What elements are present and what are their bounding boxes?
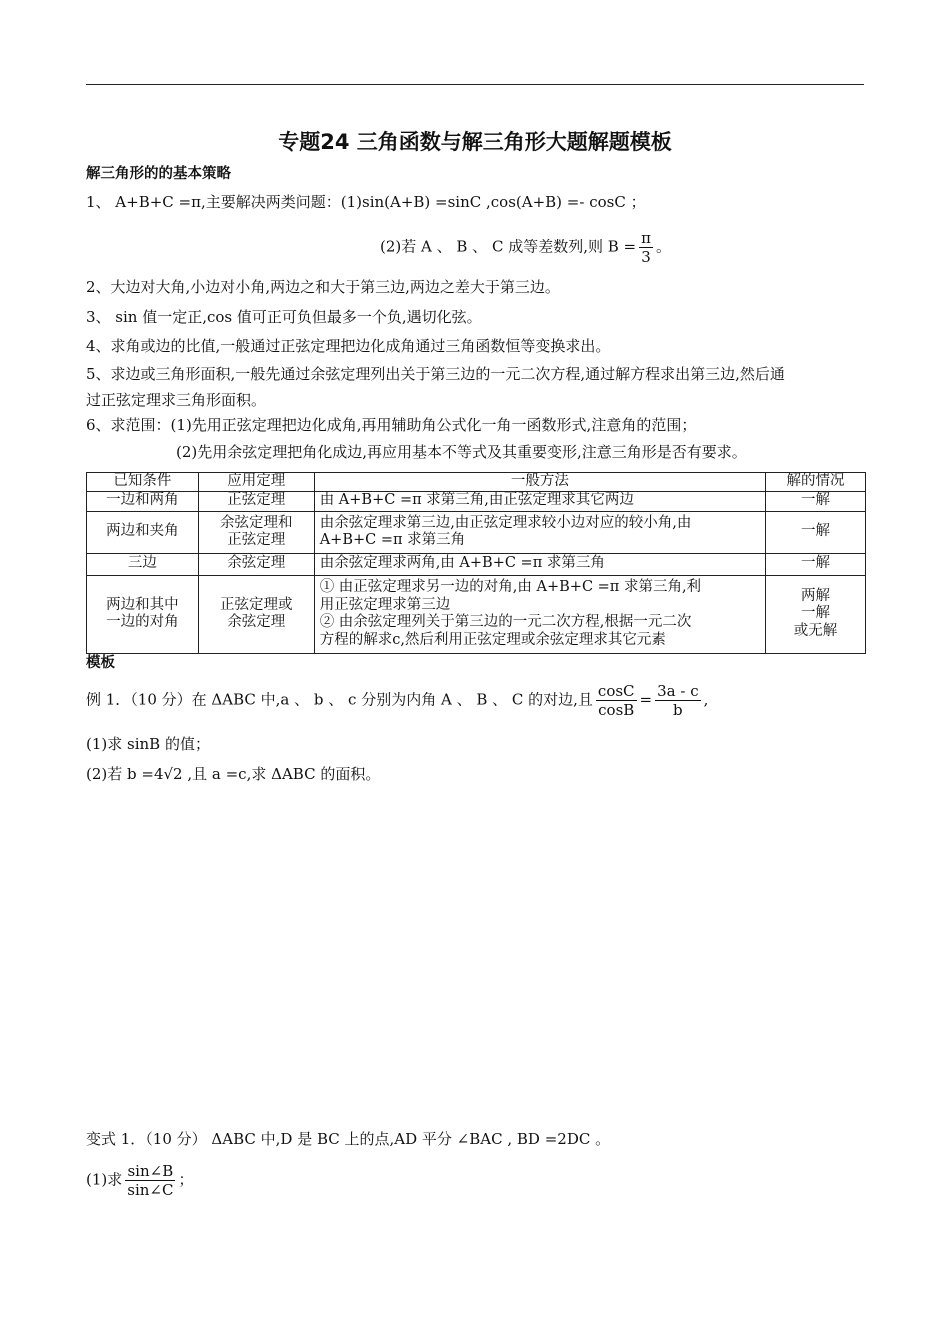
- strategy-item-3: 3、 sin 值一定正,cos 值可正可负但最多一个负,遇切化弦。: [86, 308, 482, 326]
- table-row: [87, 511, 866, 553]
- table-cell-method: 由余弦定理求两角,由 A+B+C =π 求第三角: [314, 553, 765, 575]
- sine-ratio-fraction: $\frac{\sin\angle B}{\sin\angle C}$: [127, 1162, 174, 1199]
- strategy-item-5b: 过正弦定理求三角形面积。: [86, 391, 267, 409]
- table-cell-result: 两解 一解 或无解: [766, 575, 866, 653]
- example-stem: 例 1．（10 分）在 ΔABC 中,a 、 b 、 c 分别为内角 A 、 B 、 C 的对边,且 $\frac{\cos C}{\cos B}$ = $\frac{3a - c}{b}$ ,: [86, 682, 709, 719]
- example-question-2: (2)若 b =4√2 ,且 a =c,求 ΔABC 的面积。: [86, 765, 381, 783]
- template-heading: 模板: [86, 655, 115, 671]
- header-rule: [86, 84, 864, 85]
- variant-stem: 变式 1．（10 分） ΔABC 中,D 是 BC 上的点,AD 平分 ∠BAC , BD =2DC 。: [86, 1130, 611, 1148]
- methods-table: [86, 472, 866, 654]
- table-cell-result: 一解: [766, 553, 866, 575]
- cos-ratio-fraction: $\frac{\cos C}{\cos B}$: [597, 682, 635, 719]
- table-cell-method: ① 由正弦定理求另一边的对角,由 A+B+C =π 求第三角,利 用正弦定理求第三边 ② 由余弦定理列关于第三边的一元二次方程,根据一元二次 方程的解求c,然后利用正弦定理或余弦定理求其它元素: [314, 575, 765, 653]
- table-cell-theorem: 正弦定理或 余弦定理: [198, 575, 314, 653]
- table-cell-condition: 两边和夹角: [87, 511, 199, 553]
- page-title: 专题24 三角函数与解三角形大题解题模板: [278, 130, 672, 154]
- strategy-item-6a: 6、求范围：(1)先用正弦定理把边化成角,再用辅助角公式化一角一函数形式,注意角的范围；: [86, 416, 697, 434]
- table-cell-method: 由 A+B+C =π 求第三角,由正弦定理求其它两边: [314, 491, 765, 511]
- table-cell-theorem: 正弦定理: [198, 491, 314, 511]
- strategy-item-5a: 5、求边或三角形面积,一般先通过余弦定理列出关于第三边的一元二次方程,通过解方程求出第三边,然后通: [86, 365, 785, 383]
- example-question-1: (1)求 sinB 的值；: [86, 735, 210, 753]
- table-cell-theorem: 余弦定理和 正弦定理: [198, 511, 314, 553]
- table-cell-result: 一解: [766, 511, 866, 553]
- table-header: 一般方法: [314, 473, 765, 492]
- table-header: 应用定理: [198, 473, 314, 492]
- table-row: [87, 575, 866, 653]
- strategy-item-4: 4、求角或边的比值,一般通过正弦定理把边化成角通过三角函数恒等变换求出。: [86, 337, 611, 355]
- side-ratio-fraction: $\frac{3a - c}{b}$: [657, 682, 699, 719]
- table-cell-method: 由余弦定理求第三边,由正弦定理求较小边对应的较小角,由 A+B+C =π 求第三角: [314, 511, 765, 553]
- table-header: 已知条件: [87, 473, 199, 492]
- table-cell-result: 一解: [766, 491, 866, 511]
- pi-over-3-fraction: $\frac{\pi}{3}$: [641, 229, 651, 266]
- strategy-item-1b: (2)若 A 、 B 、 C 成等差数列,则 B = $\frac{\pi}{3}$ 。: [380, 229, 671, 266]
- variant-question-1: (1)求 $\frac{\sin\angle B}{\sin\angle C}$ ；: [86, 1162, 194, 1199]
- table-cell-condition: 三边: [87, 553, 199, 575]
- strategy-heading: 解三角形的的基本策略: [86, 166, 231, 182]
- table-cell-theorem: 余弦定理: [198, 553, 314, 575]
- table-header-row: [87, 473, 866, 492]
- strategy-item-6b: (2)先用余弦定理把角化成边,再应用基本不等式及其重要变形,注意三角形是否有要求。: [176, 443, 747, 461]
- table-cell-condition: 一边和两角: [87, 491, 199, 511]
- table-header: 解的情况: [766, 473, 866, 492]
- table-row: [87, 491, 866, 511]
- table-cell-condition: 两边和其中 一边的对角: [87, 575, 199, 653]
- strategy-item-2: 2、大边对大角,小边对小角,两边之和大于第三边,两边之差大于第三边。: [86, 278, 560, 296]
- strategy-item-1a: 1、 A+B+C =π,主要解决两类问题：(1)sin(A+B) =sinC ,cos(A+B) =- cosC ；: [86, 193, 646, 211]
- table-row: [87, 553, 866, 575]
